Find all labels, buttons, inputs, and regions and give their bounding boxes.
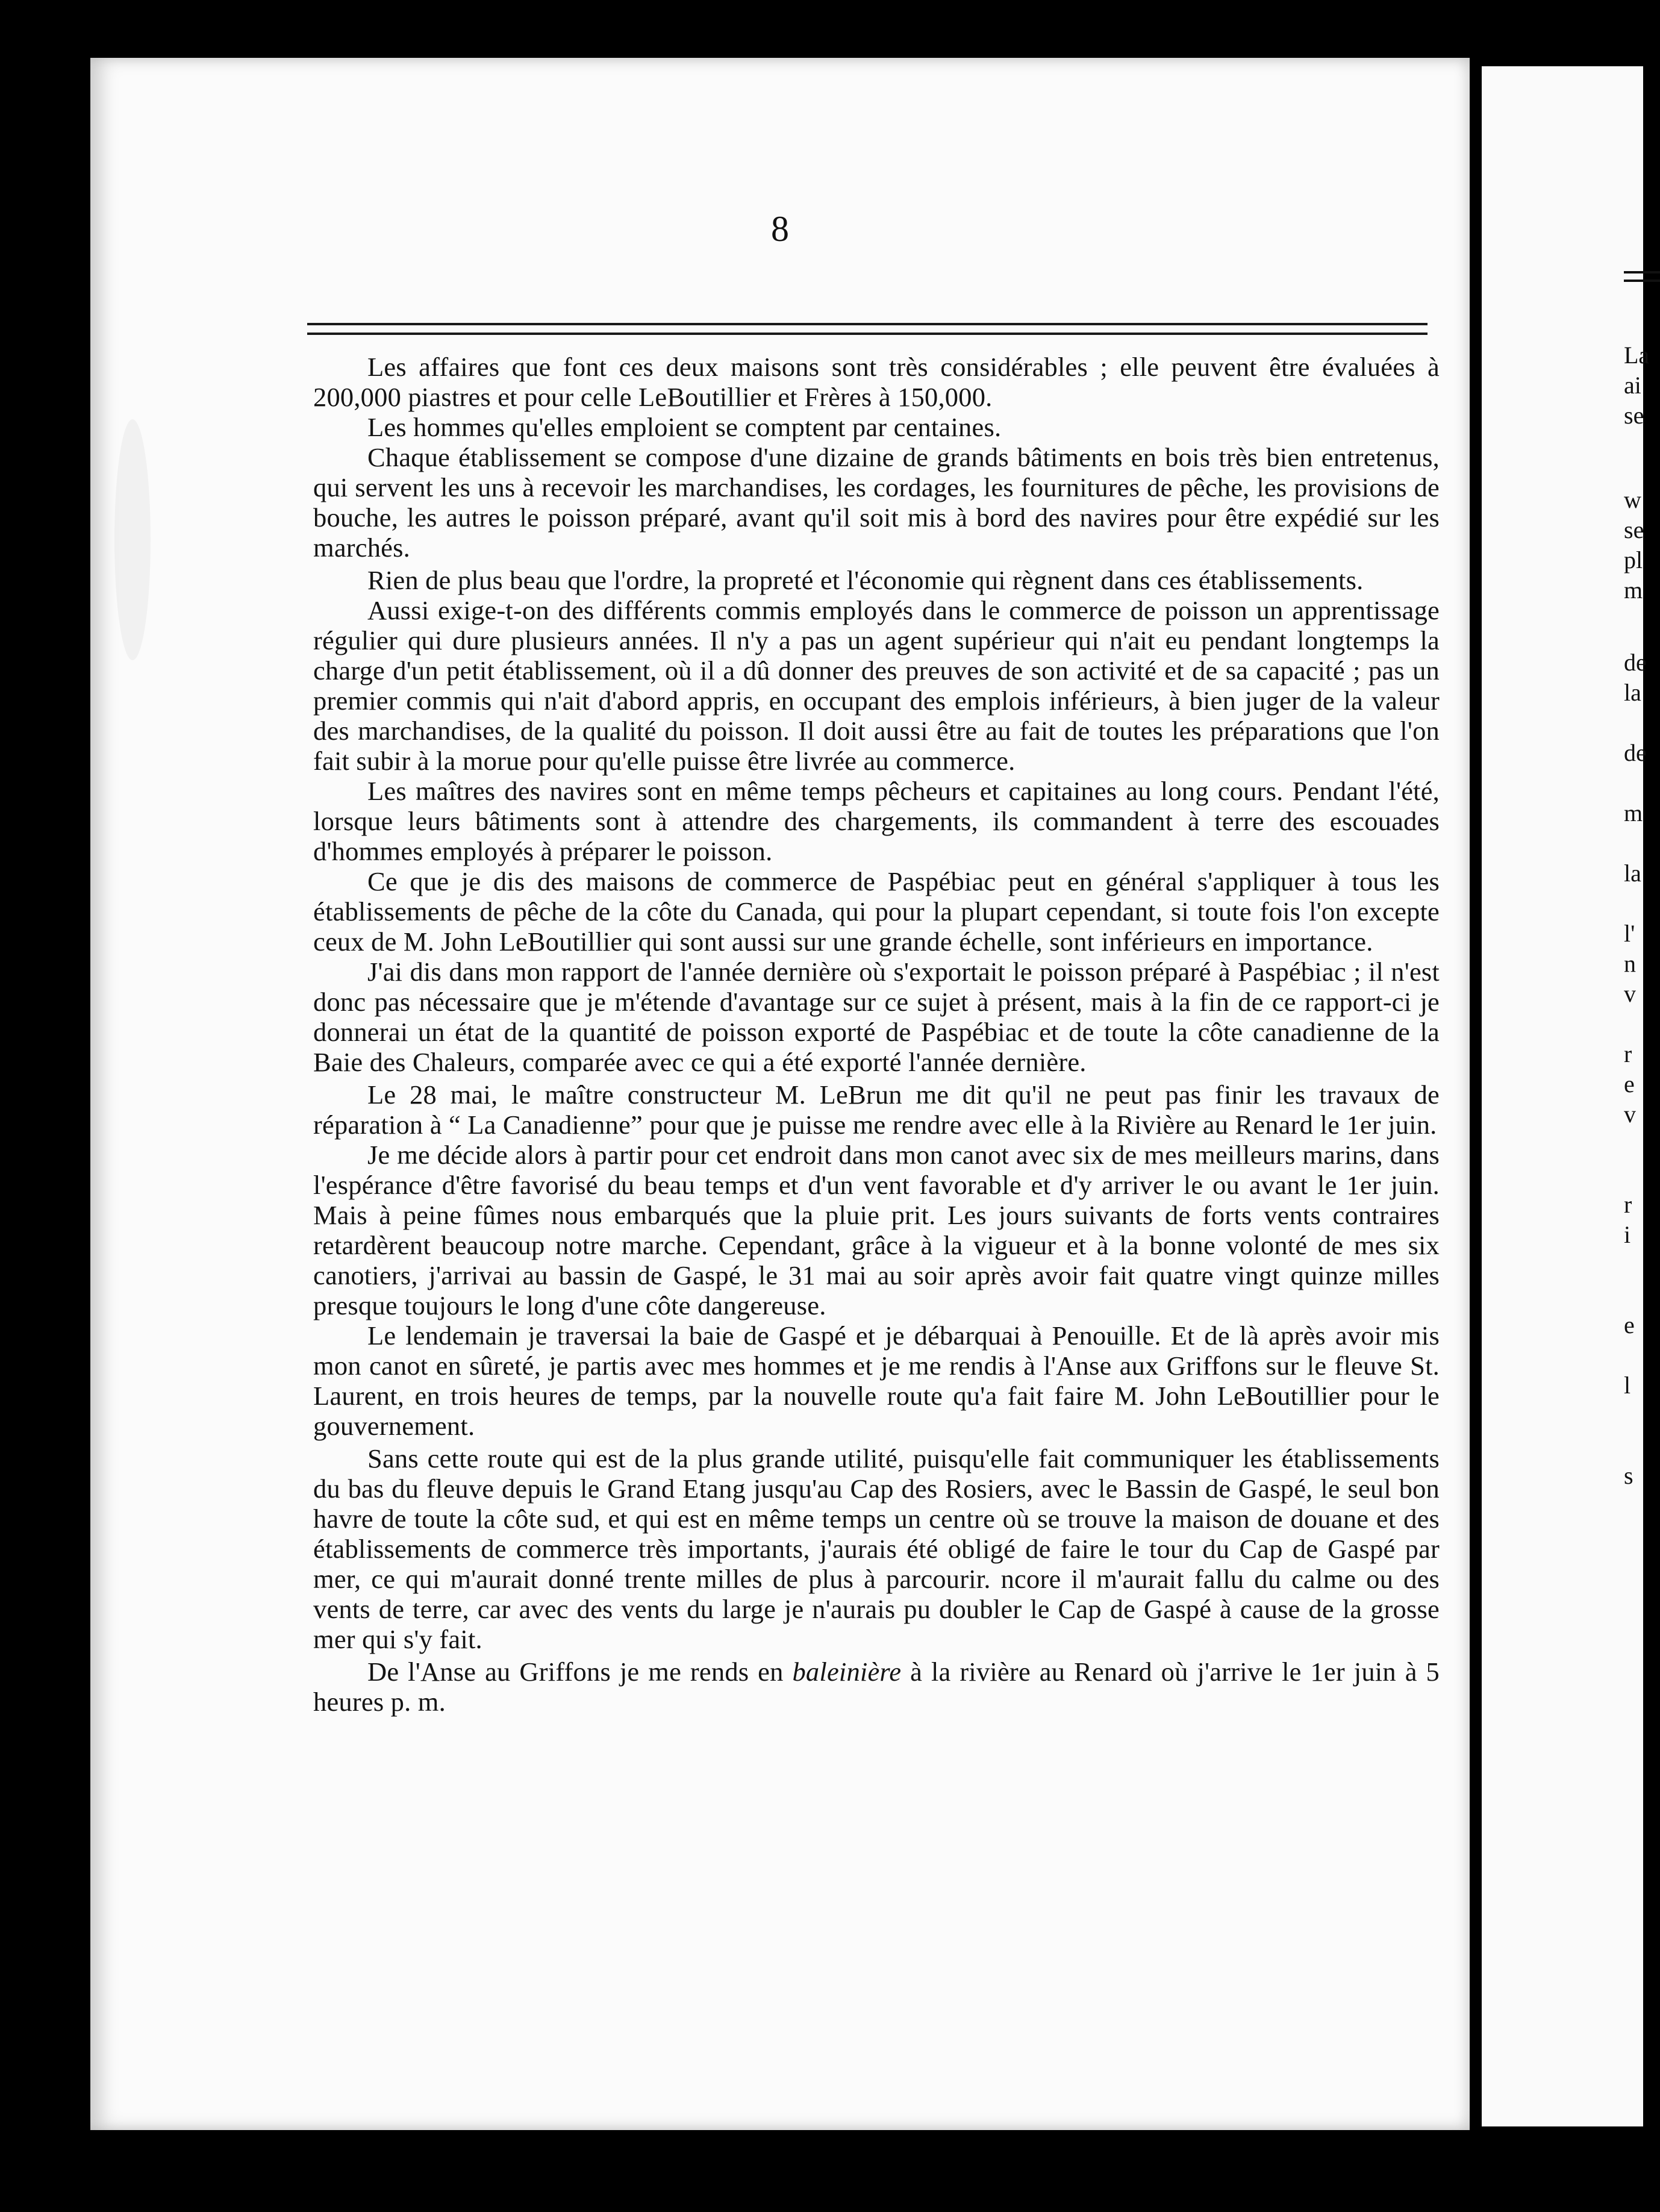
adjacent-page-fragment: n (1624, 950, 1636, 977)
adjacent-page-fragment: l (1624, 1372, 1631, 1399)
adjacent-page-fragment: se (1624, 402, 1644, 429)
adjacent-page-fragment: la (1624, 679, 1641, 706)
adjacent-page-fragment: pl (1624, 546, 1643, 573)
adjacent-page-edge (1482, 66, 1650, 2126)
body-text (313, 352, 1440, 1717)
paragraph: J'ai dis dans mon rapport de l'année dernière où s'exportait le poisson préparé à Paspébiac ; il n'est donc pas nécessaire que je m'étende d'avantage sur ce sujet à présent, mais à la fin de ce rapport-ci je donnerai un état de la quantité de poisson exporté de Paspébiac et de toute la côte canadienne de la Baie des Chaleurs, comparée avec ce qui a été exporté l'année dernière. (313, 957, 1440, 1077)
adjacent-page-fragment: La (1624, 342, 1650, 369)
adjacent-page-fragment: e (1624, 1311, 1635, 1339)
paragraph: Le 28 mai, le maître constructeur M. LeBrun me dit qu'il ne peut pas finir les travaux de réparation à “ La Canadienne” pour que je puisse me rendre avec elle à la Rivière au Renard le 1er juin. (313, 1079, 1440, 1140)
paragraph: Les maîtres des navires sont en même temps pêcheurs et capitaines au long cours. Pendant l'été, lorsque leurs bâtiments sont à attendre des chargements, ils commandent à terre des escouades d'hommes employés à préparer le poisson. (313, 776, 1440, 866)
adjacent-page-fragment: w (1624, 486, 1641, 513)
adjacent-page-fragment: v (1624, 1101, 1636, 1128)
paragraph: Ce que je dis des maisons de commerce de Paspébiac peut en général s'appliquer à tous les établissements de pêche de la côte du Canada, qui pour la plupart cependant, si toute fois l'on excepte ceux de M. John LeBoutillier qui sont aussi sur une grande échelle, sont inférieurs en importance. (313, 866, 1440, 957)
adjacent-page-fragment: de (1624, 739, 1647, 766)
adjacent-page-fragment: r (1624, 1040, 1632, 1067)
adjacent-page-fragment: m (1624, 799, 1643, 826)
document-page (90, 58, 1470, 2130)
adjacent-page-fragment: e (1624, 1070, 1635, 1098)
paragraph: Les affaires que font ces deux maisons sont très considérables ; elle peuvent être évaluées à 200,000 piastres et pour celle LeBoutillier et Frères à 150,000. (313, 352, 1440, 412)
last-paragraph-end: à la rivière au Renard où j'arrive le 1er juin à 5 heures p. m. (313, 1657, 1440, 1717)
paragraph: Sans cette route qui est de la plus grande utilité, puisqu'elle fait communiquer les établissements du bas du fleuve depuis le Grand Etang jusqu'au Cap des Rosiers, avec le Bassin de Gaspé, le seul bon havre de toute la côte sud, et qui est en même temps un centre où se trouve la maison de douane et des établissements de commerce très importants, j'aurais été obligé de faire le tour du Cap de Gaspé par mer, ce qui m'aurait donné trente milles de plus à parcourir. ncore il m'aurait fallu du calme ou des vents de terre, car avec des vents du large je n'aurais pu doubler le Cap de Gaspé à cause de la grosse mer qui s'y fait. (313, 1443, 1440, 1654)
adjacent-page-fragment: la (1624, 860, 1641, 887)
adjacent-page-fragment: v (1624, 980, 1636, 1007)
adjacent-page-fragment: m (1624, 576, 1643, 604)
adjacent-page-fragment: i (1624, 1221, 1631, 1248)
adjacent-page-fragment: r (1624, 1191, 1632, 1218)
paragraph: Aussi exige-t-on des différents commis employés dans le commerce de poisson un apprentissage régulier qui dure plusieurs années. Il n'y a pas un agent supérieur qui n'ait eu pendant longtemps la charge d'un petit établissement, où il a dû donner des preuves de son activité et de sa capacité ; pas un premier commis qui n'ait d'abord appris, en occupant des emplois inférieurs, à bien juger de la valeur des marchandises, de la qualité du poisson. Il doit aussi être au fait de toutes les préparations que l'on fait subir à la morue pour qu'elle puisse être livrée au commerce. (313, 595, 1440, 776)
paragraph: Je me décide alors à partir pour cet endroit dans mon canot avec six de mes meilleurs marins, dans l'espérance d'être favorisé du beau temps et d'un vent favorable et d'y arriver le ou avant le 1er juin. Mais à peine fûmes nous embarqués que la pluie prit. Les jours suivants de forts vents contraires retardèrent beaucoup notre marche. Cependant, grâce à la vigueur et à la bonne volonté de mes six canotiers, j'arrivai au bassin de Gaspé, le 31 mai au soir après avoir fait quatre vingt quinze milles presque toujours le long d'une côte dangereuse. (313, 1140, 1440, 1320)
paragraph: Rien de plus beau que l'ordre, la propreté et l'économie qui règnent dans ces établissements. (367, 565, 1364, 595)
adjacent-page-fragment: ai (1624, 372, 1641, 399)
paragraph: Chaque établissement se compose d'une dizaine de grands bâtiments en bois très bien entretenus, qui servent les uns à recevoir les marchandises, les cordages, les fournitures de pêche, les provisions de bouche, les autres le poisson préparé, avant qu'il soit mis à bord des navires pour être expédié sur les marchés. (313, 442, 1440, 563)
last-paragraph-start: De l'Anse au Griffons je me rends en (367, 1657, 793, 1687)
paragraph: Les hommes qu'elles emploient se comptent par centaines. (367, 412, 1002, 442)
header-rule (307, 323, 1428, 335)
last-paragraph-italic: baleinière (792, 1657, 902, 1687)
adjacent-page-fragment: se (1624, 516, 1644, 543)
adjacent-page-fragment: s (1624, 1462, 1633, 1489)
page-stain (114, 419, 151, 660)
last-paragraph (313, 1657, 1440, 1717)
paragraph: Le lendemain je traversai la baie de Gaspé et je débarquai à Penouille. Et de là après avoir mis mon canot en sûreté, je partis avec mes hommes et je me rendis à l'Anse aux Griffons sur le fleuve St. Laurent, en trois heures de temps, par la nouvelle route qu'a fait faire M. John LeBoutillier pour le gouvernement. (313, 1320, 1440, 1441)
page-number: 8 (771, 209, 789, 249)
adjacent-page-fragment: de (1624, 649, 1647, 676)
adjacent-page-fragment: l' (1624, 920, 1635, 947)
adjacent-header-rule (1624, 271, 1660, 282)
